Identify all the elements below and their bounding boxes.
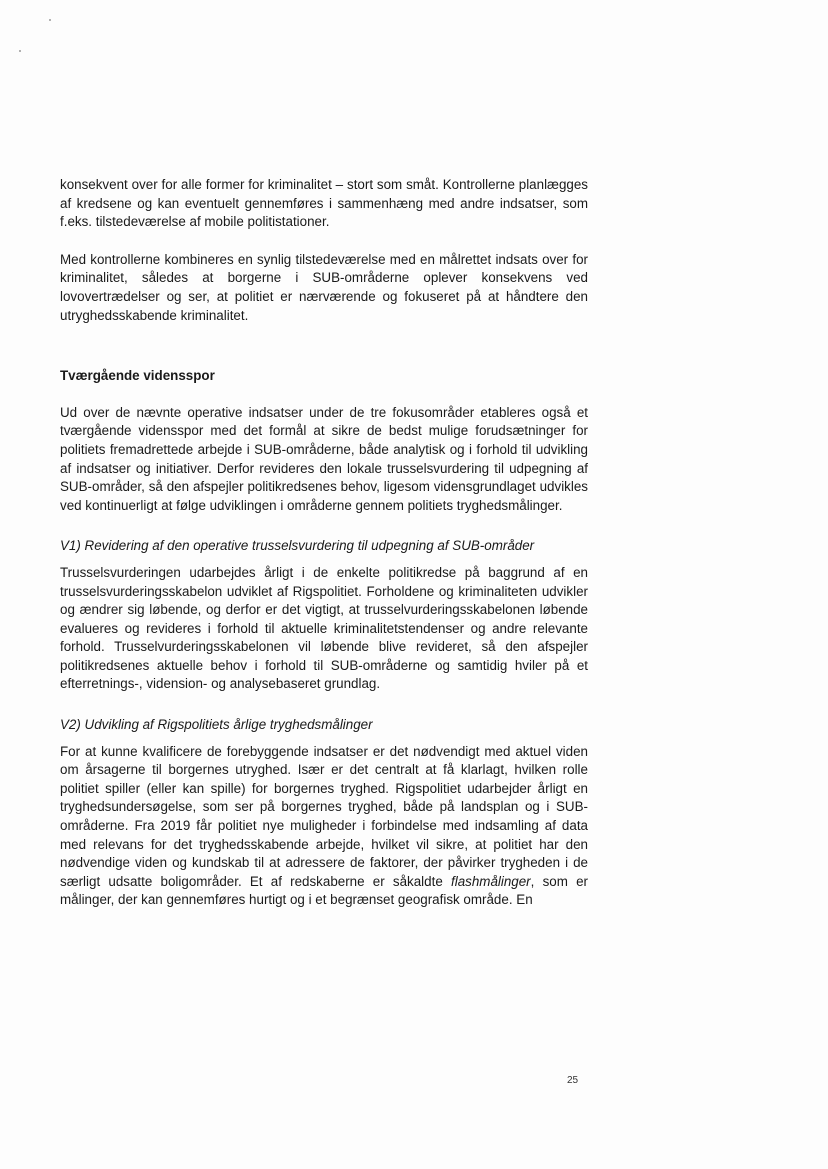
subsection-body-v2 — [60, 743, 588, 910]
section-heading: Tværgående vidensspor — [60, 368, 215, 384]
page-number: 25 — [567, 1075, 579, 1086]
subsection-title-v2: V2) Udvikling af Rigspolitiets årlige tryghedsmålinger — [60, 717, 373, 733]
subsection-body-v1: Trusselsvurderingen udarbejdes årligt i de enkelte politikredse på baggrund af en trusselsvurderingsskabelon udviklet af Rigspolitiet. Forholdene og kriminaliteten udvikler og ændrer sig løbende, og derfor er det vigtigt, at trusselvurderingsskabelonen løbende evalueres og revideres i forhold til aktuelle kriminalitetstendenser og andre relevante forhold. Trusselvurderingsskabelonen vil løbende blive revideret, så den afspejler politikredsenes aktuelle behov i forhold til SUB-områderne og samtidig hviler på et efterretnings-, vidension- og analysebaseret grundlag. — [60, 564, 588, 692]
body-text: For at kunne kvalificere de forebyggende indsatser er det nødvendigt med aktuel viden om årsagerne til borgernes utryghed. Især er det centralt at få klarlagt, hvilken rolle politiet spiller (eller kan spille) for borgernes tryghed. Rigspolitiet udarbejder årligt en tryghedsundersøgelse, som ser på borgernes tryghed, både på landsplan og i SUB-områderne. Fra 2019 får politiet nye muligheder i forbindelse med indsamling af data med relevans for det tryghedsskabende arbejde, hvilket vil sikre, at politiet har den nødvendige viden og kundskab til at adressere de faktorer, der påvirker trygheden i de særligt udsatte boligområder. Et af redskaberne er såkaldte — [60, 743, 588, 889]
subsection-title-v1: V1) Revidering af den operative trusselsvurdering til udpegning af SUB-områder — [60, 538, 535, 554]
paragraph: konsekvent over for alle former for kriminalitet – stort som småt. Kontrollerne planlægges af kredsene og kan eventuelt gennemføres i sammenhæng med andre indsatser, som f.eks. tilstedeværelse af mobile politistationer. — [60, 177, 588, 230]
section-intro: Ud over de nævnte operative indsatser under de tre fokusområder etableres også et tværgående vidensspor med det formål at sikre de bedst mulige forudsætninger for politiets fremadrettede arbejde i SUB-områderne, både analytisk og i forhold til udvikling af indsatser og initiativer. Derfor revideres den lokale trusselsvurdering til udpegning af SUB-områder, så den afspejler politikredsenes behov, ligesom vidensgrundlaget udvikles ved kontinuerligt at følge udviklingen i områderne gennem politiets tryghedsmålinger. — [60, 404, 588, 513]
body-text: , som er målinger, der kan gennemføres hurtigt og i et begrænset geografisk område. En — [60, 873, 588, 908]
scan-artifact — [49, 19, 51, 21]
document-body — [60, 176, 588, 910]
paragraph: Med kontrollerne kombineres en synlig tilstedeværelse med en målrettet indsats over for kriminalitet, således at borgerne i SUB-områderne oplever konsekvens ved lovovertrædelser og ser, at politiet er nærværende og fokuseret på at håndtere den utryghedsskabende kriminalitet. — [60, 251, 588, 323]
scan-artifact — [19, 50, 21, 52]
emphasized-term: flashmålinger — [451, 873, 531, 889]
